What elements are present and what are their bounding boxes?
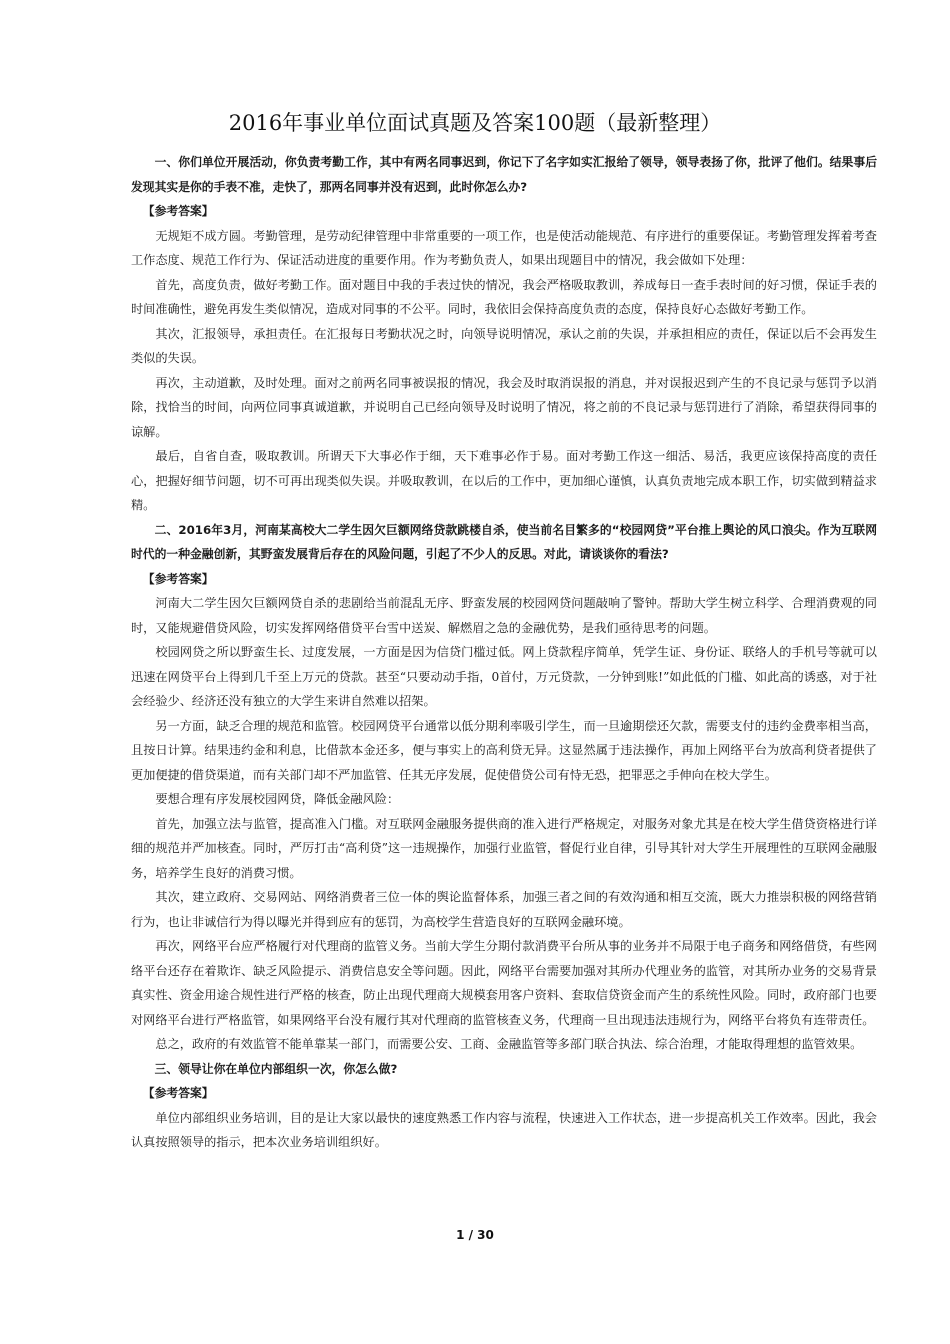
body-paragraph: 无规矩不成方圆。考勤管理，是劳动纪律管理中非常重要的一项工作，也是使活动能规范、有序进行的重要保证。考勤管理发挥着考查工作态度、规范工作行为、保证活动进度的重要作用。作为考勤负责人，如果出现题目中的情况，我会做如下处理： — [131, 228, 877, 267]
answer-label: 【参考答案】 — [142, 571, 214, 586]
body-paragraph: 河南大二学生因欠巨额网贷自杀的悲剧给当前混乱无序、野蛮发展的校园网贷问题敲响了警钟。帮助大学生树立科学、合理消费观的同时，又能规避借贷风险，切实发挥网络借贷平台雪中送炭、解燃眉之急的金融优势，是我们亟待思考的问题。 — [131, 596, 877, 635]
answer-label: 【参考答案】 — [142, 204, 214, 218]
page-number: 1 / 30 — [456, 1228, 494, 1242]
body-paragraph: 首先，加强立法与监管，提高准入门槛。对互联网金融服务提供商的准入进行严格规定，对服务对象尤其是在校大学生借贷资格进行详细的规范并严加核查。同时，严厉打击“高利贷”这一违规操作，加强行业监管，督促行业自律，引导其针对大学生开展理性的互联网金融服务，培养学生良好的消费习惯。 — [131, 816, 877, 880]
body-paragraph: 其次，汇报领导，承担责任。在汇报每日考勤状况之时，向领导说明情况，承认之前的失误，并承担相应的责任，保证以后不会再发生类似的失误。 — [131, 326, 877, 365]
page-title: 2016年事业单位面试真题及答案100题（最新整理） — [228, 111, 722, 135]
body-paragraph: 其次，建立政府、交易网站、网络消费者三位一体的舆论监督体系，加强三者之间的有效沟通和相互交流，既大力推崇积极的网络营销行为，也让非诚信行为得以曝光并得到应有的惩罚，为高校学生营造良好的互联网金融环境。 — [131, 890, 877, 929]
body-paragraph: 再次，网络平台应严格履行对代理商的监管义务。当前大学生分期付款消费平台所从事的业务并不局限于电子商务和网络借贷，有些网络平台还存在着欺诈、缺乏风险提示、消费信息安全等问题。因此，网络平台需要加强对其所办代理业务的监管，对其所办业务的交易背景真实性、资金用途合规性进行严格的核查，防止出现代理商大规模套用客户资料、套取信贷资金而产生的系统性风险。同时，政府部门也要对网络平台进行严格监管，如果网络平台没有履行其对代理商的监管核查义务，代理商一旦出现违法违规行为，网络平台将负有连带责任。 — [131, 939, 877, 1027]
question-heading: 三、领导让你在单位内部组织一次，你怎么做? — [154, 1061, 398, 1076]
body-paragraph: 再次，主动道歉，及时处理。面对之前两名同事被误报的情况，我会及时取消误报的消息，并对误报迟到产生的不良记录与惩罚予以消除，找恰当的时间，向两位同事真诚道歉，并说明自己已经向领导及时说明了情况，将之前的不良记录与惩罚进行了消除，希望获得同事的谅解。 — [131, 375, 877, 439]
body-paragraph: 要想合理有序发展校园网贷，降低金融风险： — [155, 792, 400, 806]
answer-label: 【参考答案】 — [142, 1086, 214, 1100]
body-paragraph: 总之，政府的有效监管不能单靠某一部门，而需要公安、工商、金融监管等多部门联合执法、综合治理，才能取得理想的监管效果。 — [155, 1037, 863, 1051]
body-paragraph: 另一方面，缺乏合理的规范和监管。校园网贷平台通常以低分期利率吸引学生，而一旦逾期偿还欠款，需要支付的违约金费率相当高，且按日计算。结果违约金和利息，比借款本金还多，便与事实上的高利贷无异。这显然属于违法操作，再加上网络平台为放高利贷者提供了更加便捷的借贷渠道，而有关部门却不严加监管、任其无序发展，促使借贷公司有恃无恐，把罪恶之手伸向在校大学生。 — [131, 718, 877, 782]
body-paragraph: 单位内部组织业务培训，目的是让大家以最快的速度熟悉工作内容与流程，快速进入工作状态，进一步提高机关工作效率。因此，我会认真按照领导的指示，把本次业务培训组织好。 — [131, 1110, 877, 1149]
body-paragraph: 最后，自省自查，吸取教训。所谓天下大事必作于细，天下难事必作于易。面对考勤工作这一细活、易活，我更应该保持高度的责任心，把握好细节问题，切不可再出现类似失误。并吸取教训，在以后的工作中，更加细心谨慎，认真负责地完成本职工作，切实做到精益求精。 — [131, 449, 877, 512]
document-body — [131, 150, 877, 1155]
question-heading: 一、你们单位开展活动，你负责考勤工作，其中有两名同事迟到，你记下了名字如实汇报给了领导，领导表扬了你，批评了他们。结果事后发现其实是你的手表不准，走快了，那两名同事并没有迟到，此时你怎么办? — [131, 155, 877, 194]
question-heading: 二、2016年3月，河南某高校大二学生因欠巨额网络贷款跳楼自杀，使当前名目繁多的“校园网贷”平台推上舆论的风口浪尖。作为互联网时代的一种金融创新，其野蛮发展背后存在的风险问题，引起了不少人的反思。对此，请谈谈你的看法? — [131, 522, 877, 561]
body-paragraph: 校园网贷之所以野蛮生长、过度发展，一方面是因为信贷门槛过低。网上贷款程序简单，凭学生证、身份证、联络人的手机号等就可以迅速在网贷平台上得到几千至上万元的贷款。甚至“只要动动手指，0首付，万元贷款，一分钟到账!”如此低的门槛、如此高的诱惑，对于社会经验少、经济还没有独立的大学生来讲自然难以招架。 — [131, 645, 877, 708]
body-paragraph: 首先，高度负责，做好考勤工作。面对题目中我的手表过快的情况，我会严格吸取教训，养成每日一查手表时间的好习惯，保证手表的时间准确性，避免再发生类似情况，造成对同事的不公平。同时，我依旧会保持高度负责的态度，保持良好心态做好考勤工作。 — [131, 277, 877, 316]
